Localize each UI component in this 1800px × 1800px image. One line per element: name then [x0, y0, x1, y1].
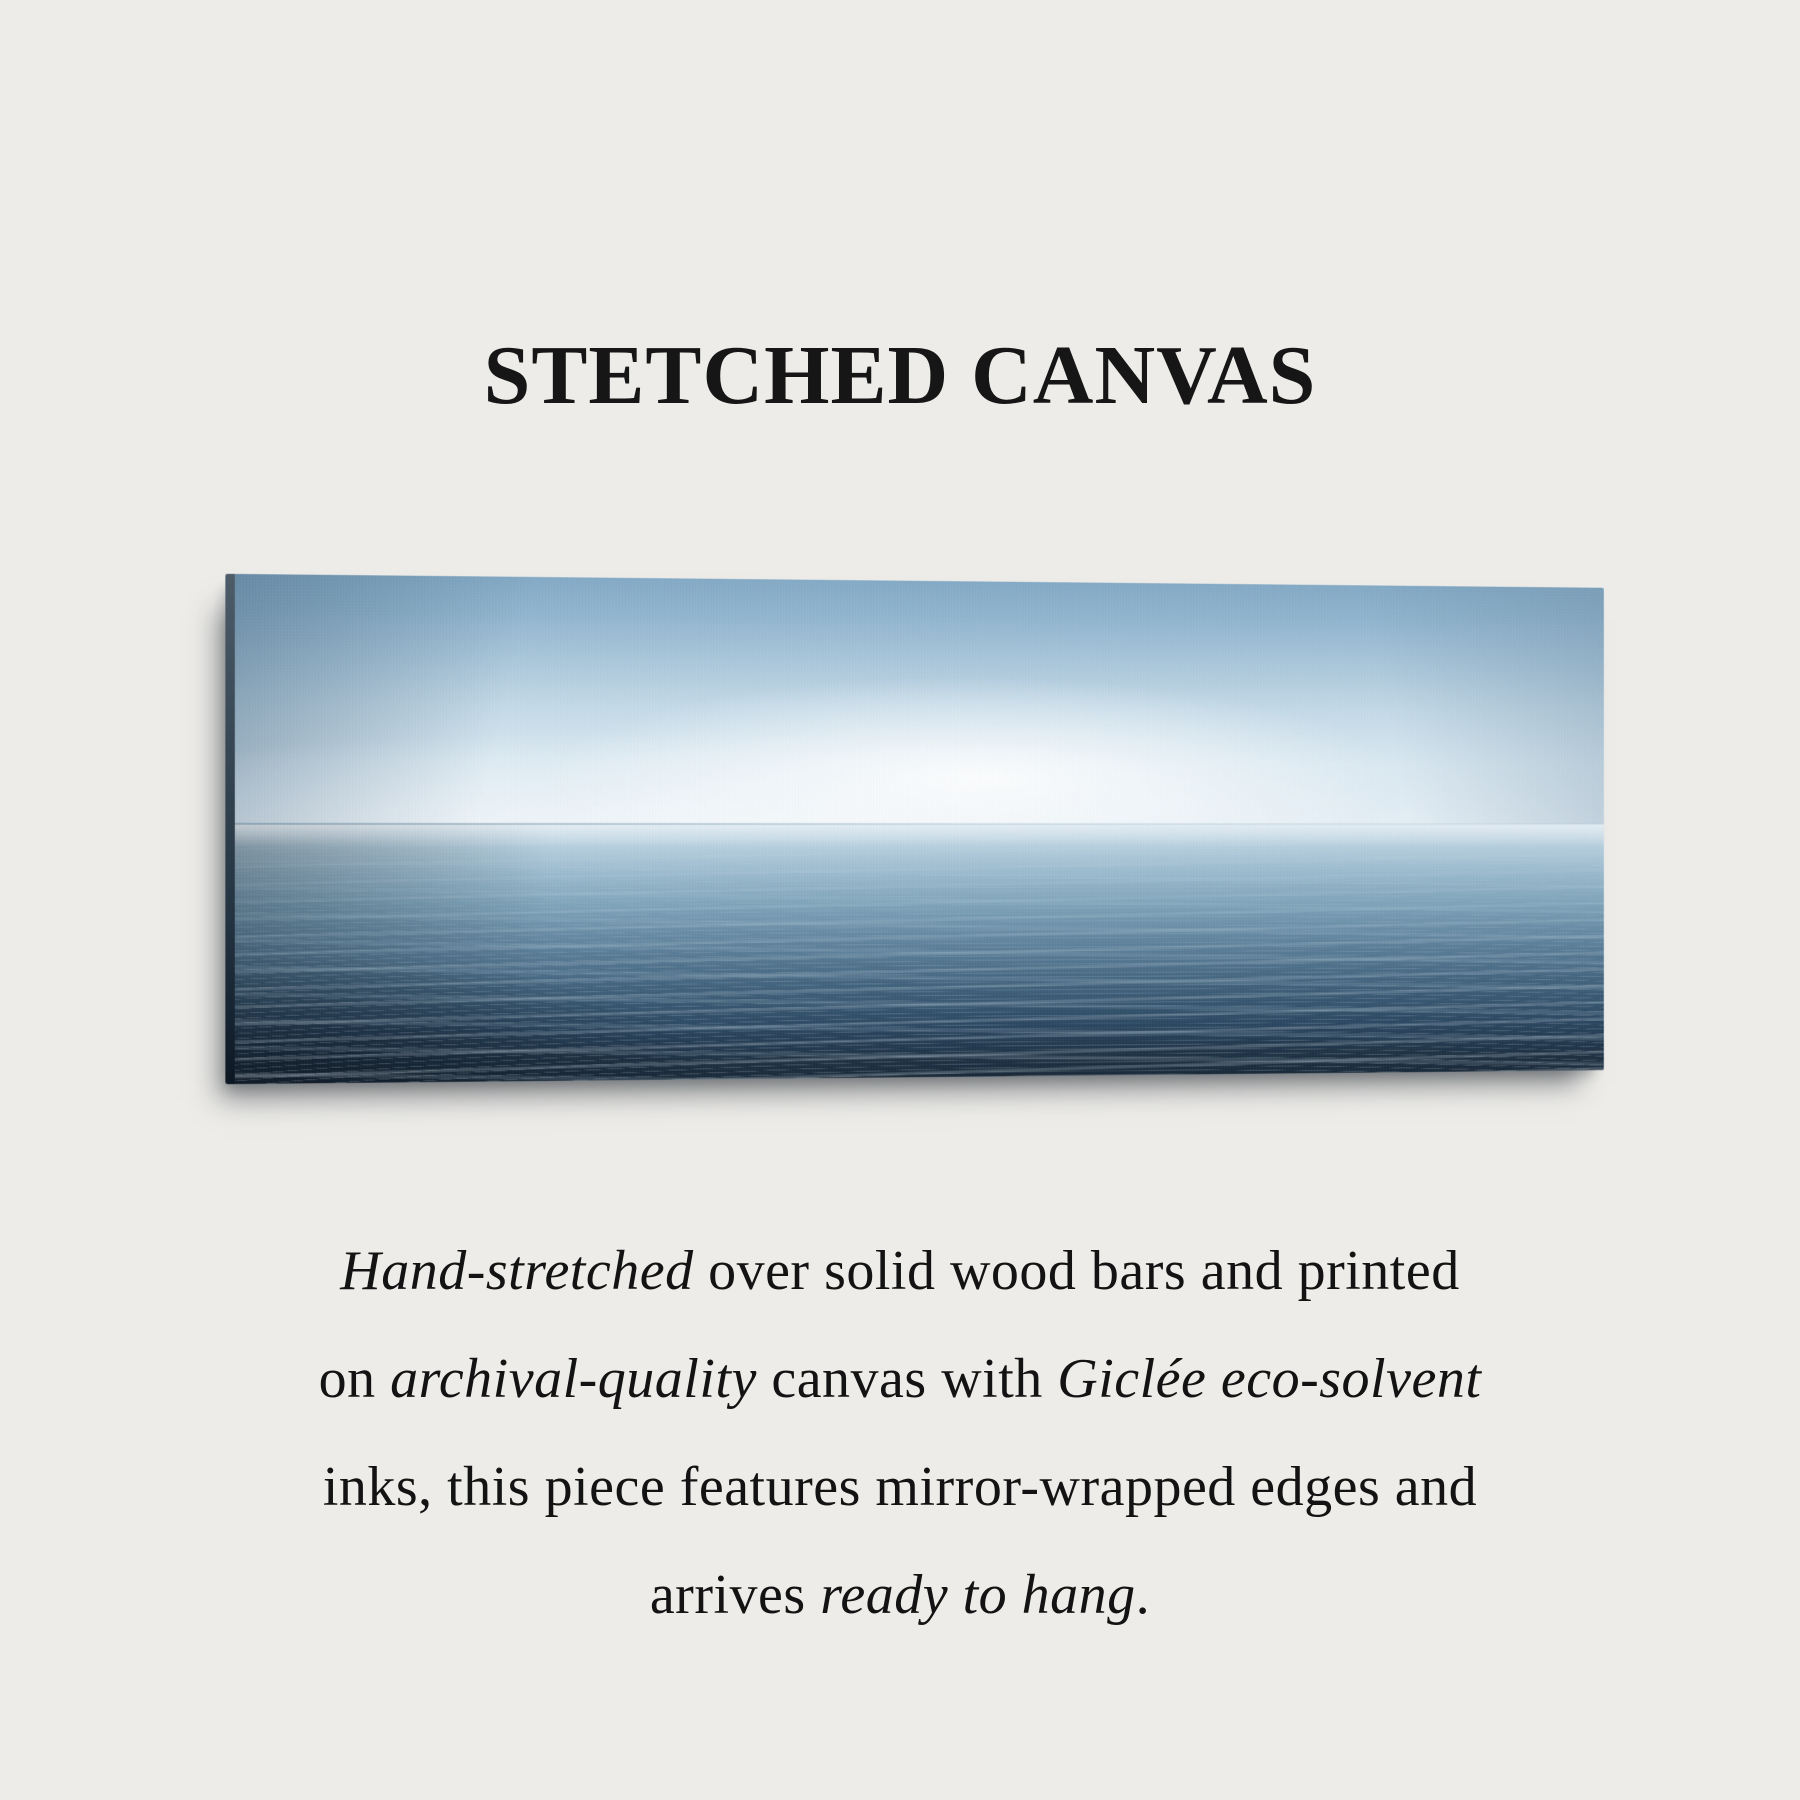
canvas-artwork [235, 574, 1604, 1084]
product-description [90, 1217, 1710, 1649]
text-segment: canvas with [756, 1348, 1058, 1410]
text-segment: on [318, 1348, 391, 1410]
canvas-texture-overlay [235, 574, 1604, 1084]
canvas-side-edge [225, 574, 234, 1084]
text-segment: arrives [649, 1564, 821, 1626]
text-segment: ready to hang [820, 1564, 1136, 1626]
text-segment: Hand-stretched [340, 1240, 694, 1302]
description-line-3 [90, 1433, 1710, 1541]
description-line-4 [90, 1541, 1710, 1649]
description-line-1 [90, 1217, 1710, 1325]
description-line-2 [90, 1325, 1710, 1433]
page-title: STETCHED CANVAS [483, 329, 1317, 422]
text-segment: Giclée eco-solvent [1057, 1348, 1482, 1410]
text-segment: . [1135, 1564, 1151, 1626]
canvas-mockup [225, 574, 1603, 1084]
text-segment: over solid wood bars and printed [693, 1240, 1460, 1302]
text-segment: archival-quality [390, 1348, 757, 1410]
text-segment: inks, this piece features mirror-wrapped edges and [322, 1456, 1478, 1518]
